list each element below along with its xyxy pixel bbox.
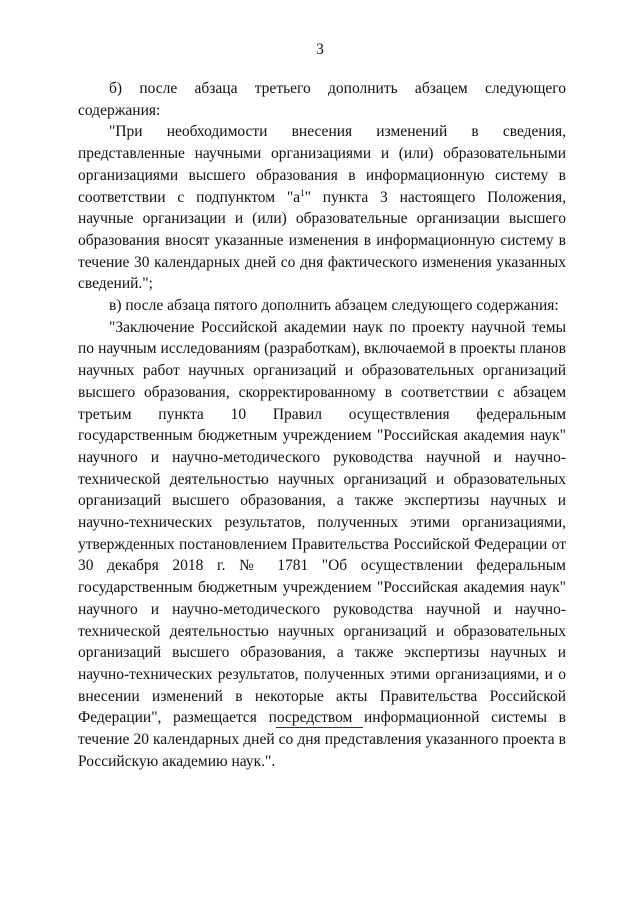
paragraph-text-after-superscript: " пункта 3 настоящего Положения, научные организации и (или) образовательные организации высшего образования вносят указанные изменения в информационную систему в течение 30 календарных дней со дня фактического изменения указанных сведений."; xyxy=(78,188,566,293)
paragraph-quoted-amendment xyxy=(78,121,566,295)
paragraph-item-b: б) после абзаца третьего дополнить абзацем следующего содержания: xyxy=(78,80,566,119)
superscript-index: 1 xyxy=(300,187,305,198)
paragraph-conclusion-text: "Заключение Российской академии наук по проекту научной темы по научным исследованиям (разработкам), включаемой в проекты планов научных работ научных организаций и образовательных организаций высшего образования, скорректированному в соответствии с абзацем третьим пункта 10 Правил осуществления федеральным государственным бюджетным учреждением "Российская академия наук" научного и научно-методического руководства научной и научно-технической деятельностью научных организаций и образовательных организаций высшего образования, а также экспертизы научных и научно-технических результатов, полученных этими организациями, утвержденных постановлением Правительства Российской Федерации от 30 декабря 2018 г. № 1781 "Об осуществлении федеральным государственным бюджетным учреждением "Российская академия наук" научного и научно-методического руководства научной и научно-технической деятельностью научных организаций и образовательных организаций высшего образования, а также экспертизы научных и научно-технических результатов, полученных этими организациями, и о внесении изменений в некоторые акты Правительства Российской Федерации", размещается посредством информационной системы в течение 20 календарных дней со дня представления указанного проекта в Российскую академию наук.". xyxy=(78,318,566,770)
end-of-document-rule xyxy=(276,727,363,728)
page-number: 3 xyxy=(316,41,324,58)
paragraph-item-v: в) после абзаца пятого дополнить абзацем следующего содержания: xyxy=(109,297,559,315)
paragraph-text-before-superscript: "При необходимости внесения изменений в сведения, представленные научными организациями и (или) образовательными организациями высшего образования в информационную систему в соответствии с подпунктом "а xyxy=(78,123,566,206)
document-body xyxy=(78,78,566,773)
